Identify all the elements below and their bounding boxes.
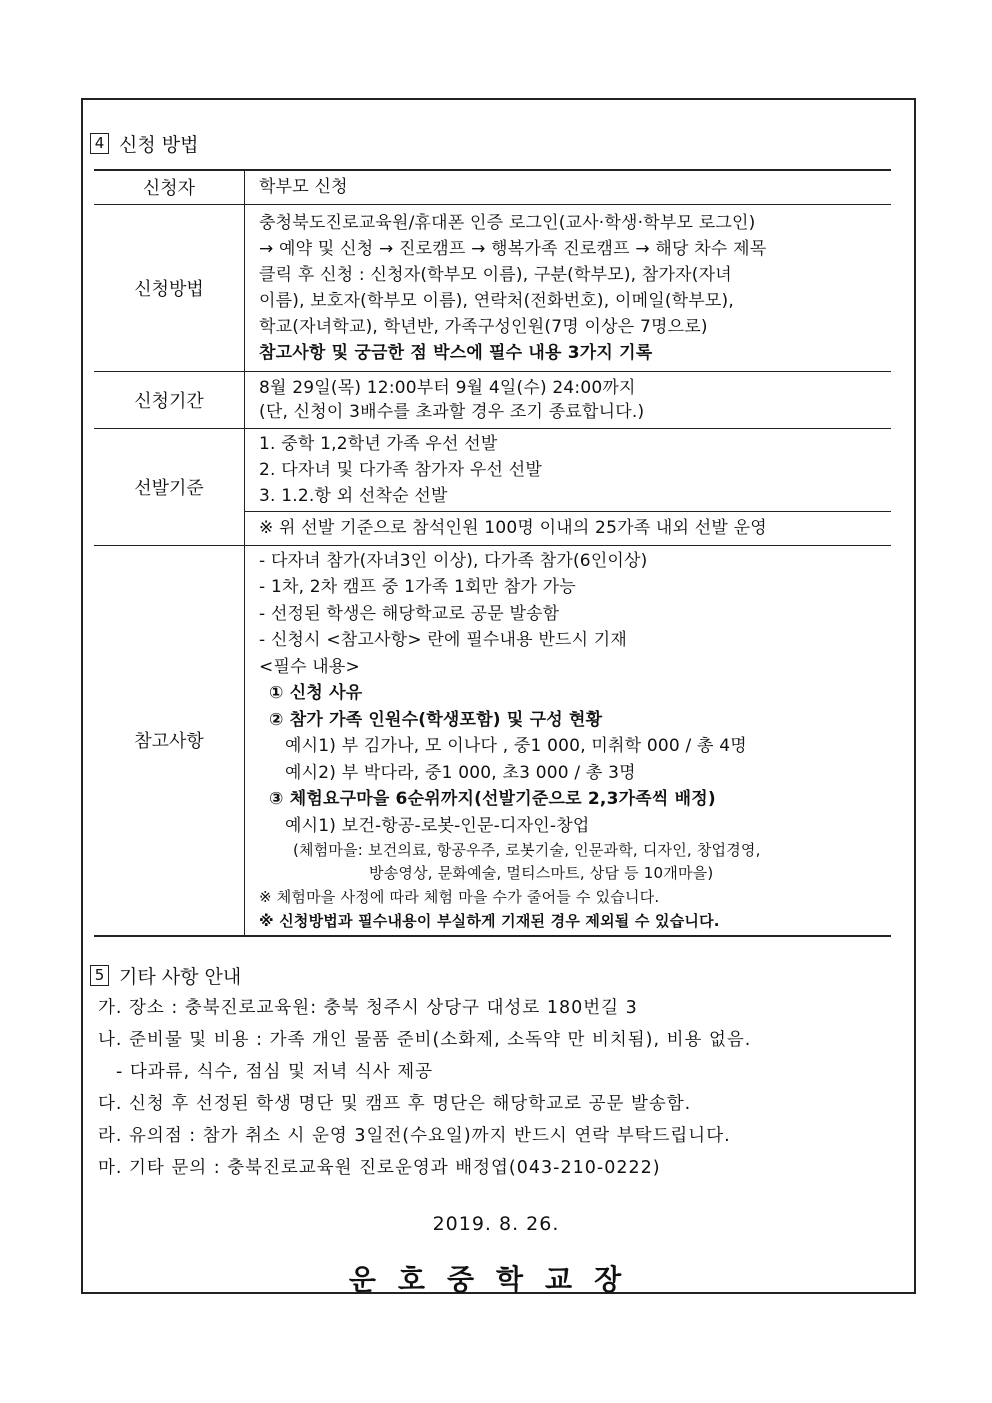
- warning-2: ※ 신청방법과 필수내용이 부실하게 기재된 경우 제외될 수 있습니다.: [259, 912, 720, 930]
- notes-line: - 1차, 2차 캠프 중 1가족 1회만 참가 가능: [259, 577, 576, 597]
- section4-title: 신청 방법: [119, 134, 199, 156]
- required-item-2: ② 참가 가족 인원수(학생포함) 및 구성 현황: [269, 709, 603, 730]
- table-row: [94, 545, 891, 936]
- other-info-list: [98, 992, 898, 1184]
- method-label: 신청방법: [94, 204, 245, 371]
- section5-heading: [90, 962, 241, 989]
- notes-line: <필수 내용>: [259, 656, 360, 677]
- example-2: 예시2) 부 박다라, 중1 000, 초3 000 / 총 3명: [285, 762, 636, 783]
- method-bold-note: 참고사항 및 궁금한 점 박스에 필수 내용 3가지 기록: [259, 342, 653, 363]
- application-table: [94, 169, 891, 937]
- document-date: 2019. 8. 26.: [432, 1213, 560, 1235]
- period-cell: [245, 374, 891, 426]
- table-row: [94, 204, 891, 371]
- warning-1: ※ 체험마을 사정에 따라 체험 마을 수가 줄어들 수 있습니다.: [259, 888, 660, 906]
- section4-heading: [90, 130, 198, 157]
- criteria-note: ※ 위 선발 기준으로 참석인원 100명 이내의 25가족 내외 선발 운영: [259, 518, 767, 538]
- criteria-cell: [245, 429, 891, 511]
- applicant-value: 학부모 신청: [259, 177, 348, 198]
- required-item-3: ③ 체험요구마을 6순위까지(선발기준으로 2,3가족씩 배정): [269, 789, 716, 809]
- table-row: [94, 371, 891, 428]
- table-row: [94, 428, 891, 511]
- criteria-line: 1. 중학 1,2학년 가족 우선 선발: [259, 433, 498, 454]
- notes-cell: [245, 546, 891, 936]
- section4-number: 4: [90, 133, 109, 154]
- villages-line-1: (체험마을: 보건의료, 항공우주, 로봇기술, 인문과학, 디자인, 창업경영,: [293, 841, 761, 859]
- method-line: 학교(자녀학교), 학년반, 가족구성인원(7명 이상은 7명으로): [259, 316, 708, 337]
- notes-line: - 신청시 <참고사항> 란에 필수내용 반드시 기재: [259, 630, 628, 650]
- section5-title: 기타 사항 안내: [119, 966, 242, 988]
- list-item: - 다과류, 식수, 점심 및 저녁 식사 제공: [116, 1062, 434, 1082]
- table-row: [94, 170, 891, 204]
- section5-number: 5: [90, 965, 109, 986]
- villages-line-2: 방송영상, 문화예술, 멀티스마트, 상담 등 10개마을): [369, 864, 714, 882]
- period-label: 신청기간: [94, 371, 245, 428]
- list-item: 다. 신청 후 선정된 학생 명단 및 캠프 후 명단은 해당학교로 공문 발송함.: [98, 1094, 692, 1114]
- method-line: 이름), 보호자(학부모 이름), 연락처(전화번호), 이메일(학부모),: [259, 290, 734, 311]
- list-item: 라. 유의점 : 참가 취소 시 운영 3일전(수요일)까지 반드시 연락 부탁드립니다.: [98, 1126, 731, 1146]
- period-line: 8월 29일(목) 12:00부터 9월 4일(수) 24:00까지: [259, 377, 636, 398]
- required-item-1: ① 신청 사유: [269, 683, 363, 703]
- list-item: 나. 준비물 및 비용 : 가족 개인 물품 준비(소화제, 소독약 만 비치됨), 비용 없음.: [98, 1030, 752, 1050]
- criteria-line: 2. 다자녀 및 다가족 참가자 우선 선발: [259, 459, 542, 480]
- list-item: 가. 장소 : 충북진로교육원: 충북 청주시 상당구 대성로 180번길 3: [98, 998, 638, 1018]
- example-1: 예시1) 부 김가나, 모 이나다 , 중1 000, 미취학 000 / 총 4명: [285, 736, 747, 756]
- method-line: → 예약 및 신청 → 진로캠프 → 행복가족 진로캠프 → 해당 차수 제목: [259, 238, 767, 259]
- method-line: 충청북도진로교육원/휴대폰 인증 로그인(교사·학생·학부모 로그인): [259, 212, 756, 233]
- method-cell: [245, 208, 891, 368]
- notes-line: - 선정된 학생은 해당학교로 공문 발송함: [259, 603, 560, 624]
- applicant-label: 신청자: [94, 170, 245, 204]
- signature: 운호중학교장: [348, 1263, 644, 1296]
- criteria-label: 선발기준: [94, 428, 245, 545]
- list-item: 마. 기타 문의 : 충북진로교육원 진로운영과 배정엽(043-210-0222): [98, 1158, 661, 1178]
- method-line: 클릭 후 신청 : 신청자(학부모 이름), 구분(학부모), 참가자(자녀: [259, 264, 732, 285]
- example-3: 예시1) 보건-항공-로봇-인문-디자인-창업: [285, 815, 590, 836]
- period-line: (단, 신청이 3배수를 초과할 경우 조기 종료합니다.): [259, 401, 645, 422]
- notes-line: - 다자녀 참가(자녀3인 이상), 다가족 참가(6인이상): [259, 550, 648, 571]
- criteria-line: 3. 1.2.항 외 선착순 선발: [259, 485, 448, 506]
- notes-label: 참고사항: [94, 545, 245, 936]
